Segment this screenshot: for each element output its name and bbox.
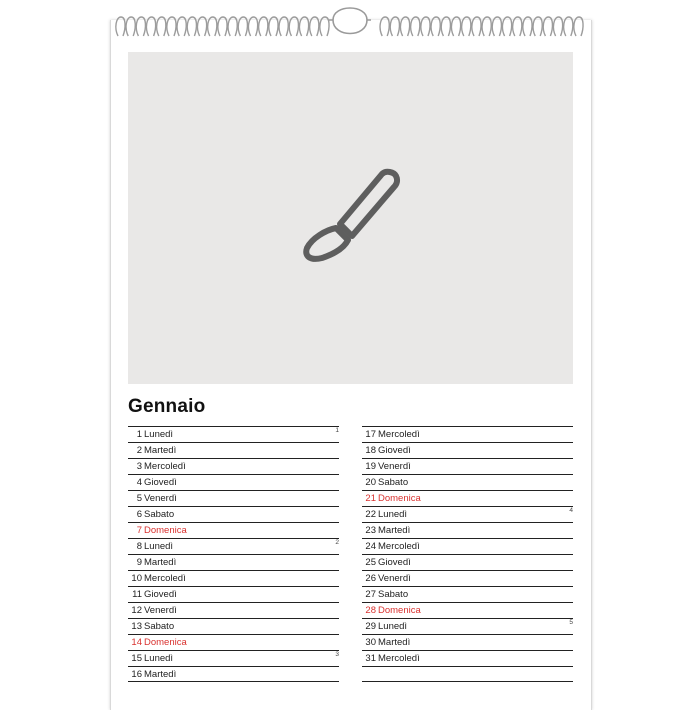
day-name: Sabato: [144, 621, 175, 632]
day-row: [362, 426, 573, 442]
day-name: Venerdì: [378, 461, 411, 472]
day-name: Martedì: [144, 445, 177, 456]
spiral-loop: [146, 17, 155, 36]
spiral-loop: [543, 17, 552, 36]
day-number: 3: [136, 461, 142, 472]
day-number: 5: [136, 493, 142, 504]
day-row: [362, 650, 573, 666]
day-number: 15: [131, 653, 142, 664]
day-name: Lunedì: [378, 621, 408, 632]
spiral-loop: [564, 17, 573, 36]
spiral-loop: [431, 17, 440, 36]
day-name: Mercoledì: [378, 653, 420, 664]
day-number: 28: [365, 605, 376, 616]
day-row: [128, 538, 339, 554]
spiral-loop: [187, 17, 196, 36]
day-number: 13: [131, 621, 142, 632]
day-number: 6: [136, 509, 142, 520]
day-number: 12: [131, 605, 142, 616]
day-row: [128, 570, 339, 586]
day-name: Venerdì: [144, 605, 177, 616]
day-row: [128, 586, 339, 602]
day-name: Sabato: [378, 589, 409, 600]
day-number: 27: [365, 589, 376, 600]
day-name: Sabato: [144, 509, 175, 520]
day-row: [362, 522, 573, 538]
day-row: [362, 506, 573, 522]
spiral-loop: [574, 17, 583, 36]
day-number: 11: [132, 589, 142, 600]
day-name: Domenica: [378, 605, 421, 616]
spiral-loop: [289, 17, 298, 36]
day-row: [128, 506, 339, 522]
spiral-loop: [380, 17, 389, 36]
day-name: Giovedì: [378, 445, 411, 456]
day-name: Martedì: [378, 637, 411, 648]
spiral-loop: [441, 17, 450, 36]
day-row: [128, 650, 339, 666]
day-row: [362, 442, 573, 458]
day-name: Giovedì: [378, 557, 411, 568]
day-name: Domenica: [144, 525, 187, 536]
day-name: Sabato: [378, 477, 409, 488]
spiral-loop: [126, 17, 135, 36]
day-name: Domenica: [378, 493, 421, 504]
spiral-loop: [390, 17, 399, 36]
week-number: 4: [569, 507, 573, 514]
day-name: Giovedì: [144, 477, 177, 488]
spiral-loop: [502, 17, 511, 36]
day-row: [362, 666, 573, 682]
day-number: 21: [365, 493, 376, 504]
day-row-sunday: [362, 602, 573, 618]
day-number: 31: [365, 653, 376, 664]
day-row: [362, 618, 573, 634]
spiral-loop: [279, 17, 288, 36]
spiral-loop: [167, 17, 176, 36]
day-number: 26: [365, 573, 376, 584]
spiral-loop: [238, 17, 247, 36]
day-name: Domenica: [144, 637, 187, 648]
spiral-loop: [197, 17, 206, 36]
spiral-loop: [492, 17, 501, 36]
day-row: [362, 634, 573, 650]
day-row: [128, 442, 339, 458]
hanger-hook: [327, 0, 373, 48]
day-number: 17: [365, 429, 376, 440]
day-row: [362, 474, 573, 490]
day-row: [362, 586, 573, 602]
day-name: Mercoledì: [378, 429, 420, 440]
day-name: Mercoledì: [144, 573, 186, 584]
paintbrush-icon: [290, 162, 410, 272]
day-number: 4: [136, 477, 142, 488]
spiral-loop: [248, 17, 257, 36]
day-number: 14: [131, 637, 142, 648]
day-row-sunday: [362, 490, 573, 506]
day-number: 22: [365, 509, 376, 520]
spiral-loop: [462, 17, 471, 36]
day-number: 16: [131, 669, 142, 680]
spiral-loop: [116, 17, 125, 36]
day-row: [128, 426, 339, 442]
spiral-loop: [400, 17, 409, 36]
day-number: 19: [365, 461, 376, 472]
day-number: 29: [365, 621, 376, 632]
week-number: 2: [335, 539, 339, 546]
spiral-loop: [310, 17, 319, 36]
day-number: 24: [365, 541, 376, 552]
spiral-loop: [411, 17, 420, 36]
spiral-loop: [269, 17, 278, 36]
spiral-loop: [421, 17, 430, 36]
day-row: [362, 554, 573, 570]
day-row: [128, 474, 339, 490]
day-number: 1: [136, 429, 142, 440]
day-number: 9: [136, 557, 142, 568]
days-column-right: [362, 426, 573, 682]
day-row: [362, 458, 573, 474]
day-number: 23: [365, 525, 376, 536]
day-name: Mercoledì: [378, 541, 420, 552]
week-number: 5: [569, 619, 573, 626]
spiral-loop: [299, 17, 308, 36]
day-row: [128, 666, 339, 682]
day-number: 7: [136, 525, 142, 536]
days-column-left: [128, 426, 339, 682]
day-row: [128, 554, 339, 570]
month-title: Gennaio: [128, 396, 206, 417]
day-number: 8: [136, 541, 142, 552]
day-name: Giovedì: [144, 589, 177, 600]
spiral-loop: [208, 17, 217, 36]
spiral-loop: [177, 17, 186, 36]
spiral-loop: [482, 17, 491, 36]
spiral-loop: [228, 17, 237, 36]
day-name: Venerdì: [378, 573, 411, 584]
day-row: [128, 490, 339, 506]
day-number: 10: [131, 573, 142, 584]
spiral-loop: [523, 17, 532, 36]
day-name: Lunedì: [378, 509, 408, 520]
day-number: 2: [136, 445, 142, 456]
spiral-loop: [218, 17, 227, 36]
day-name: Martedì: [144, 557, 177, 568]
day-row: [362, 538, 573, 554]
day-name: Venerdì: [144, 493, 177, 504]
spiral-loop: [157, 17, 166, 36]
day-row: [362, 570, 573, 586]
spiral-loop: [136, 17, 145, 36]
spiral-loop: [533, 17, 542, 36]
day-row: [128, 618, 339, 634]
day-number: 25: [365, 557, 376, 568]
day-number: 18: [365, 445, 376, 456]
spiral-loop: [451, 17, 460, 36]
spiral-loop: [259, 17, 268, 36]
spiral-loop: [472, 17, 481, 36]
day-number: 20: [365, 477, 376, 488]
day-name: Lunedì: [144, 429, 174, 440]
week-number: 3: [335, 651, 339, 658]
day-row: [128, 458, 339, 474]
week-number: 1: [335, 427, 339, 434]
spiral-loop: [513, 17, 522, 36]
spiral-loop: [553, 17, 562, 36]
day-name: Martedì: [378, 525, 411, 536]
day-name: Martedì: [144, 669, 177, 680]
day-row-sunday: [128, 634, 339, 650]
day-number: 30: [365, 637, 376, 648]
day-name: Lunedì: [144, 541, 174, 552]
day-row: [128, 602, 339, 618]
day-name: Lunedì: [144, 653, 174, 664]
day-row-sunday: [128, 522, 339, 538]
day-name: Mercoledì: [144, 461, 186, 472]
